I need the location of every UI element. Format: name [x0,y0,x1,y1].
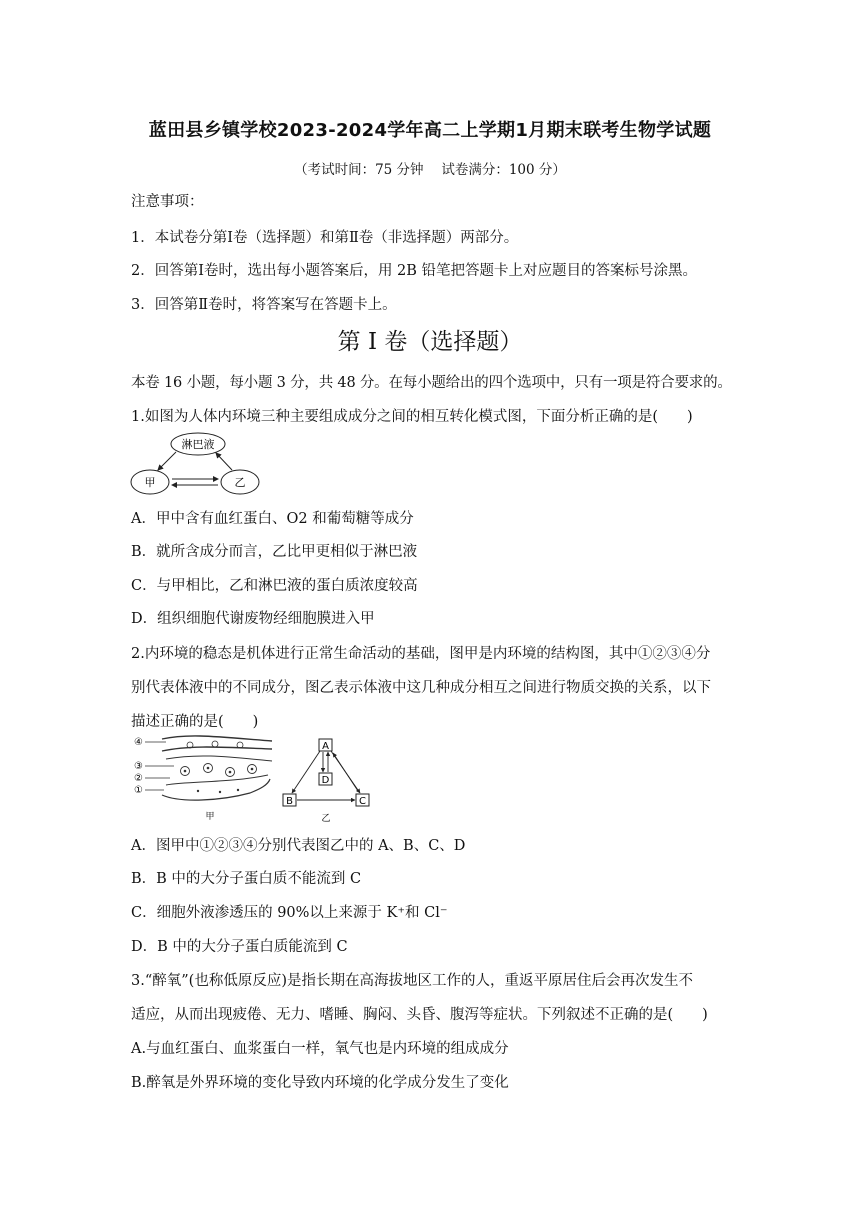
vessel-wall-top [162,736,272,741]
q1-option-d: D．组织细胞代谢废物经细胞膜进入甲 [131,611,375,627]
question-1-stem: 1.如图为人体内环境三种主要组成成分之间的相互转化模式图，下面分析正确的是( ) [131,409,693,425]
q2-tissue-figure-jia [130,735,278,823]
exam-time-info: （考试时间：75 分钟 试卷满分：100 分） [294,162,566,178]
q1-option-a: A．甲中含有血红蛋白、O2 和葡萄糖等成分 [131,511,414,527]
label-1: ① [134,785,143,796]
arrow-lymph-to-jia [158,452,176,470]
q1-option-b: B．就所含成分而言，乙比甲更相似于淋巴液 [131,544,418,560]
label-3: ③ [134,761,143,772]
notice-item-1: 1．本试卷分第Ⅰ卷（选择题）和第Ⅱ卷（非选择题）两部分。 [131,230,519,246]
jia-label: 甲 [144,476,156,489]
question-2-stem-line-1: 2.内环境的稳态是机体进行正常生命活动的基础，图甲是内环境的结构图，其中①②③④分 [131,646,711,662]
q1-option-c: C．与甲相比，乙和淋巴液的蛋白质浓度较高 [131,578,418,594]
notice-item-2: 2．回答第Ⅰ卷时，选出每小题答案后，用 2B 铅笔把答题卡上对应题目的答案标号涂黑。 [131,263,698,279]
q2-option-a: A．图甲中①②③④分别代表图乙中的 A、B、C、D [131,838,466,854]
q3-option-a: A.与血红蛋白、血浆蛋白一样，氧气也是内环境的组成成分 [131,1041,509,1057]
node-a-label: A [322,741,329,752]
notice-item-3: 3．回答第Ⅱ卷时，将答案写在答题卡上。 [131,297,397,313]
node-c-label: C [359,796,366,807]
node-d-label: D [321,775,330,786]
arrow-yi-to-lymph [216,453,232,470]
section-title: 第 I 卷（选择题） [337,329,523,355]
question-2-stem-line-2: 别代表体液中的不同成分，图乙表示体液中这几种成分相互之间进行物质交换的关系，以下 [131,680,711,696]
question-3-stem-line-1: 3.“醉氧”(也称低原反应)是指长期在高海拔地区工作的人，重返平原居住后会再次发生不 [131,973,693,989]
notice-heading: 注意事项： [131,194,204,210]
question-3-stem-line-2: 适应，从而出现疲倦、无力、嗜睡、胸闷、头昏、腹泻等症状。下列叙述不正确的是( ) [131,1007,708,1023]
question-2-stem-line-3: 描述正确的是( ) [131,714,259,730]
node-b-label: B [286,796,293,807]
yi-label: 乙 [234,476,246,489]
q1-fluid-diagram [128,430,263,498]
figure-jia-caption: 甲 [205,812,215,822]
figure-yi-caption: 乙 [321,814,331,824]
q2-option-d: D．B 中的大分子蛋白质能流到 C [131,939,348,955]
label-2: ② [134,773,143,784]
lymph-vessel [162,779,270,800]
page-title: 蓝田县乡镇学校2023-2024学年高二上学期1月期末联考生物学试题 [148,120,712,141]
q3-option-b: B.醉氧是外界环境的变化导致内环境的化学成分发生了变化 [131,1075,509,1091]
q2-exchange-figure-yi [280,735,375,825]
section-intro: 本卷 16 小题，每小题 3 分，共 48 分。在每小题给出的四个选项中，只有一项是符合要求的。 [131,375,732,391]
q2-option-c: C．细胞外液渗透压的 90%以上来源于 K⁺和 Cl⁻ [131,905,448,921]
q2-option-b: B．B 中的大分子蛋白质不能流到 C [131,871,362,887]
lymph-label: 淋巴液 [181,438,215,451]
label-4: ④ [134,737,143,748]
